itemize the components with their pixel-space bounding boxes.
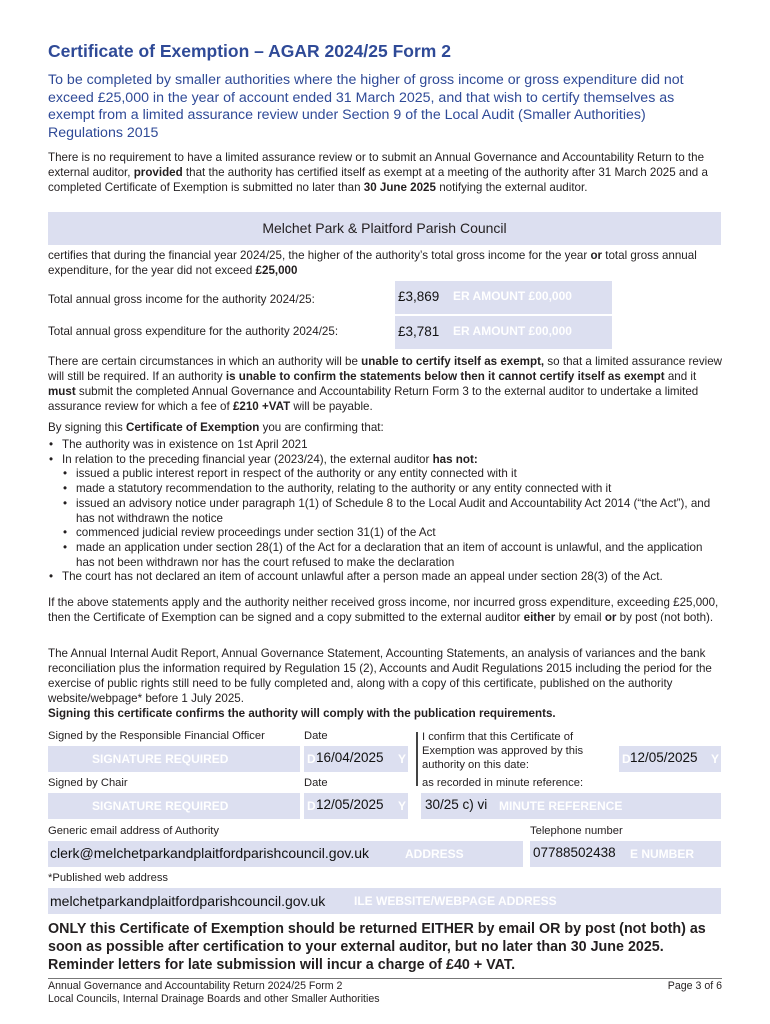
- web-address-placeholder: ILE WEBSITE/WEBPAGE ADDRESS: [354, 894, 557, 908]
- email-field[interactable]: [48, 841, 523, 867]
- signing-intro: By signing this Certificate of Exemption you are confirming that:: [48, 421, 384, 434]
- email-value: clerk@melchetparkandplaitfordparishcouncil.gov.uk: [50, 845, 369, 861]
- list-item: • issued an advisory notice under paragraph 1(1) of Schedule 8 to the Local Audit and Accountability Act 2014 (“the Act”), and has not withdrawn the notice: [48, 497, 722, 526]
- expenditure-placeholder: ER AMOUNT £00,000: [453, 324, 572, 338]
- certifies-paragraph: certifies that during the financial year 2024/25, the higher of the authority’s total gross income for the year or total gross annual expenditure, for the year did not exceed £25,000: [48, 249, 697, 277]
- phone-label: Telephone number: [530, 825, 623, 837]
- email-placeholder: ADDRESS: [405, 847, 464, 861]
- list-item: • made a statutory recommendation to the authority, relating to the authority or any entity connected with it: [48, 482, 722, 497]
- list-item: • issued a public interest report in respect of the authority or any entity connected with it: [48, 467, 722, 482]
- email-label: Generic email address of Authority: [48, 825, 220, 837]
- chair-date-label: Date: [304, 777, 328, 789]
- page-title: Certificate of Exemption – AGAR 2024/25 Form 2: [48, 41, 451, 61]
- footer-text: [48, 980, 380, 1006]
- approval-date-field[interactable]: D 12/05/2025 Y: [619, 746, 721, 772]
- apply-paragraph: If the above statements apply and the authority neither received gross income, nor incurred gross expenditure, exceeding £25,000, then the Certificate of Exemption can be signed and a copy submitted to the external auditor either by email or by post (not both).: [48, 596, 719, 624]
- minute-reference-value: 30/25 c) vi: [425, 797, 488, 812]
- phone-field[interactable]: [530, 841, 721, 867]
- web-address-field[interactable]: [48, 888, 721, 914]
- intro-paragraph: There is no requirement to have a limited assurance review or to submit an Annual Governance and Accountability Return to the external auditor, provided that the authority has certified itself as exempt at a meeting of the authority after 31 March 2025 and a completed Certificate of Exemption is submitted no later than 30 June 2025 notifying the external auditor.: [48, 151, 708, 194]
- phone-value: 07788502438: [533, 845, 616, 860]
- footer-line-2: Local Councils, Internal Drainage Boards and other Smaller Authorities: [48, 993, 380, 1005]
- income-label: Total annual gross income for the authority 2024/25:: [48, 293, 315, 306]
- footer-line-1: Annual Governance and Accountability Return 2024/25 Form 2: [48, 980, 343, 992]
- rfo-date-field[interactable]: D 16/04/2025 Y: [304, 746, 408, 772]
- rfo-signature-field[interactable]: [48, 746, 300, 772]
- rfo-date-label: Date: [304, 730, 328, 742]
- list-item: • made an application under section 28(1) of the Act for a declaration that an item of account is unlawful, and the application has not been withdrawn nor has the court refused to make the declaration: [48, 541, 722, 570]
- expenditure-field[interactable]: [395, 316, 612, 349]
- phone-placeholder: E NUMBER: [630, 847, 695, 861]
- expenditure-label: Total annual gross expenditure for the authority 2024/25:: [48, 325, 339, 338]
- council-name-field[interactable]: Melchet Park & Plaitford Parish Council: [48, 212, 721, 245]
- footer-divider: [48, 978, 722, 979]
- return-instructions: ONLY this Certificate of Exemption should be returned EITHER by email OR by post (not both) as soon as possible after certification to your external auditor, but no later than 30 June 2025. Reminder letters for late submission will incur a charge of £40 + VAT.: [48, 921, 706, 973]
- income-field[interactable]: [395, 281, 612, 314]
- list-item: • The authority was in existence on 1st April 2021: [48, 438, 722, 453]
- rfo-label: Signed by the Responsible Financial Officer: [48, 730, 265, 742]
- web-label: *Published web address: [48, 872, 169, 884]
- approval-date-value: 12/05/2025: [630, 750, 698, 765]
- list-item: • The court has not declared an item of account unlawful after a person made an appeal under section 28(3) of the Act.: [48, 570, 722, 585]
- chair-label: Signed by Chair: [48, 777, 128, 789]
- income-placeholder: ER AMOUNT £00,000: [453, 289, 572, 303]
- chair-date-field[interactable]: D 12/05/2025 Y: [304, 793, 408, 819]
- chair-signature-field[interactable]: [48, 793, 300, 819]
- chair-signature-placeholder: SIGNATURE REQUIRED: [92, 799, 229, 813]
- rfo-date-value: 16/04/2025: [316, 750, 384, 765]
- subtitle: To be completed by smaller authorities where the higher of gross income or gross expenditure did not exceed £25,000 in the year of account ended 31 March 2025, and that wish to certify themselves as exempt from a limited assurance review under Section 9 of the Local Audit (Smaller Authorities) Regulations 2015: [48, 72, 684, 141]
- rfo-signature-placeholder: SIGNATURE REQUIRED: [92, 752, 229, 766]
- approval-confirm-text: I confirm that this Certificate of Exemption was approved by this authority on this date:: [422, 731, 584, 771]
- minute-label: as recorded in minute reference:: [422, 777, 584, 789]
- page-number: Page 3 of 6: [667, 980, 722, 992]
- list-item: • commenced judicial review proceedings under section 31(1) of the Act: [48, 526, 722, 541]
- income-value: £3,869: [398, 289, 440, 304]
- minute-reference-placeholder: MINUTE REFERENCE: [499, 799, 623, 813]
- minute-reference-field[interactable]: [421, 793, 721, 819]
- expenditure-value: £3,781: [398, 324, 440, 339]
- conditions-list: [48, 438, 722, 585]
- chair-date-value: 12/05/2025: [316, 797, 384, 812]
- list-item: • In relation to the preceding financial year (2023/24), the external auditor has not:: [48, 453, 722, 468]
- web-address-value: melchetparkandplaitfordparishcouncil.gov.uk: [50, 893, 326, 909]
- circumstances-paragraph: There are certain circumstances in which an authority will be unable to certify itself as exempt, so that a limited assurance review will still be required. If an authority is unable to confirm the statements below then it cannot certify itself as exempt and it must submit the completed Annual Governance and Accountability Return Form 3 to the external auditor to undertake a limited assurance review for which a fee of £210 +VAT will be payable.: [48, 355, 723, 413]
- publication-paragraph: The Annual Internal Audit Report, Annual Governance Statement, Accounting Statements, an analysis of variances and the bank reconciliation plus the information required by Regulation 15 (2), Accounts and Audit Regulations 2015 including the period for the exercise of public rights still need to be fully completed and, along with a copy of this certificate, published on the authority website/webpage* before 1 July 2025. Signing this certificate confirms the authority will comply with the publication requirements.: [48, 647, 712, 720]
- divider: [416, 732, 418, 786]
